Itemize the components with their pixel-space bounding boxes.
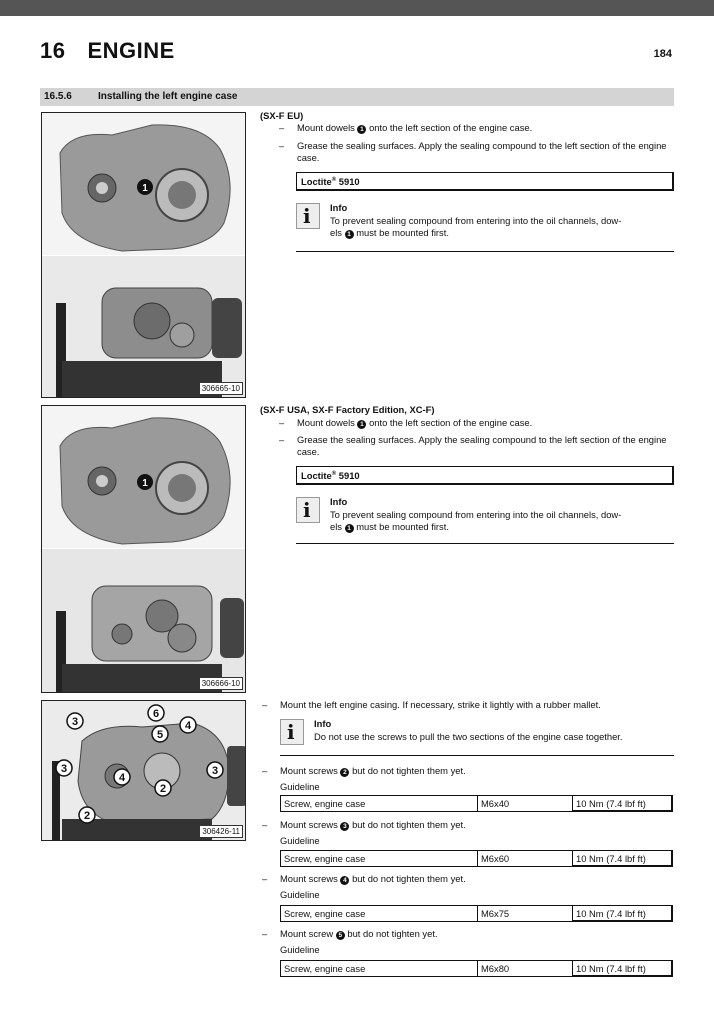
step-text: Mount screws	[280, 765, 338, 776]
guideline-table	[280, 960, 673, 977]
loctite-number: 5910	[336, 176, 360, 188]
step-text: Mount dowels	[297, 122, 355, 133]
engine-case-photo-3	[41, 700, 246, 841]
callout-6: 6	[152, 708, 160, 720]
callout-badge: 2	[340, 768, 349, 777]
section-number: 16.5.6	[44, 91, 72, 102]
section-heading	[40, 88, 674, 106]
svg-text:1: 1	[142, 478, 148, 489]
loctite-name: Loctite	[301, 176, 332, 188]
info-box	[296, 494, 674, 544]
callout-badge: 5	[336, 931, 345, 940]
figure-code: 306666-10	[199, 677, 243, 690]
info-box	[280, 716, 674, 756]
info-line: els	[330, 227, 342, 238]
info-body: Do not use the screws to pull the two sections of the engine case together.	[314, 731, 623, 742]
figure-code: 306426-11	[199, 825, 243, 838]
info-body	[330, 215, 621, 239]
screw-torque: 10 Nm (7.4 lbf ft)	[573, 961, 673, 977]
guideline-table	[280, 850, 673, 867]
step-text: onto the left section of the engine case.	[369, 122, 533, 133]
screw-size: M6x75	[478, 906, 573, 922]
step-text: but do not tighten them yet.	[352, 765, 466, 776]
callout-badge: 1	[357, 125, 366, 134]
registered-mark: ®	[331, 177, 337, 183]
callout-badge: 1	[357, 420, 366, 429]
info-line: To prevent sealing compound from entering into the oil channels, dow-	[330, 509, 622, 520]
info-icon: i	[280, 719, 304, 745]
engine-case-photo-1	[41, 112, 246, 398]
callout-3: 3	[211, 765, 219, 777]
registered-mark: ®	[331, 471, 337, 477]
callout-3: 3	[60, 763, 68, 775]
callout-5: 5	[156, 729, 164, 741]
screw-torque: 10 Nm (7.4 lbf ft)	[573, 851, 673, 867]
info-title: Info	[330, 496, 348, 507]
info-line: els	[330, 521, 342, 532]
info-title: Info	[330, 202, 348, 213]
info-icon: i	[296, 203, 320, 229]
screw-name: Screw, engine case	[281, 851, 478, 867]
callout-badge: 1	[345, 230, 354, 239]
step-mount-dowels	[297, 122, 677, 134]
figure-code: 306665-10	[199, 382, 243, 395]
step-mount-dowels	[297, 417, 677, 429]
screw-name: Screw, engine case	[281, 906, 478, 922]
info-line: must be mounted first.	[356, 521, 449, 532]
info-icon: i	[296, 497, 320, 523]
info-box	[296, 200, 674, 252]
screw-size: M6x60	[478, 851, 573, 867]
callout-badge: 1	[345, 524, 354, 533]
step-mount-screws-2	[280, 765, 675, 777]
loctite-box	[296, 466, 674, 485]
step-mount-screw-5	[280, 928, 675, 940]
info-line: To prevent sealing compound from entering into the oil channels, dow-	[330, 215, 622, 226]
step-grease-surfaces: – Grease the sealing surfaces. Apply the sealing compound to the left section of the engine case.	[297, 140, 677, 164]
guideline-label: Guideline	[280, 781, 320, 792]
screw-torque: 10 Nm (7.4 lbf ft)	[573, 906, 673, 922]
info-body	[330, 509, 621, 533]
callout-2: 2	[83, 810, 91, 822]
step-text: but do not tighten them yet.	[352, 819, 466, 830]
step-text: but do not tighten them yet.	[352, 873, 466, 884]
loctite-box	[296, 172, 674, 191]
step-text: but do not tighten yet.	[347, 928, 438, 939]
callout-2: 2	[159, 783, 167, 795]
screw-name: Screw, engine case	[281, 961, 478, 977]
step-text: Mount screw	[280, 928, 334, 939]
loctite-name: Loctite	[301, 470, 332, 482]
guideline-label: Guideline	[280, 835, 320, 846]
variant-label: (SX-F EU)	[260, 110, 304, 121]
svg-text:1: 1	[142, 183, 148, 194]
variant-label: (SX-F USA, SX-F Factory Edition, XC-F)	[260, 404, 435, 415]
guideline-label: Guideline	[280, 889, 320, 900]
step-grease-surfaces: – Grease the sealing surfaces. Apply the sealing compound to the left section of the engine case.	[297, 434, 677, 458]
step-mount-screws-3	[280, 819, 675, 831]
screw-size: M6x80	[478, 961, 573, 977]
step-text: Mount dowels	[297, 417, 355, 428]
chapter-title: ENGINE	[87, 38, 175, 63]
engine-case-photo-2	[41, 405, 246, 693]
loctite-number: 5910	[336, 470, 360, 482]
info-title: Info	[314, 718, 332, 729]
screw-torque: 10 Nm (7.4 lbf ft)	[573, 796, 673, 812]
guideline-table	[280, 795, 673, 812]
top-bar	[0, 0, 714, 16]
callout-3: 3	[71, 716, 79, 728]
screw-name: Screw, engine case	[281, 796, 478, 812]
step-text: onto the left section of the engine case.	[369, 417, 533, 428]
info-line: must be mounted first.	[356, 227, 449, 238]
chapter-number: 16	[40, 38, 66, 63]
callout-4: 4	[184, 720, 192, 732]
step-mount-casing: – Mount the left engine casing. If necessary, strike it lightly with a rubber mallet.	[280, 699, 675, 711]
screw-size: M6x40	[478, 796, 573, 812]
page-number: 184	[653, 48, 672, 60]
callout-4: 4	[118, 772, 126, 784]
guideline-table	[280, 905, 673, 922]
section-title: Installing the left engine case	[98, 91, 238, 102]
callout-badge: 4	[340, 876, 349, 885]
chapter-heading	[40, 38, 175, 64]
callout-badge: 3	[340, 822, 349, 831]
step-text: Mount screws	[280, 819, 338, 830]
step-text: Mount screws	[280, 873, 338, 884]
guideline-label: Guideline	[280, 944, 320, 955]
step-mount-screws-4	[280, 873, 675, 885]
